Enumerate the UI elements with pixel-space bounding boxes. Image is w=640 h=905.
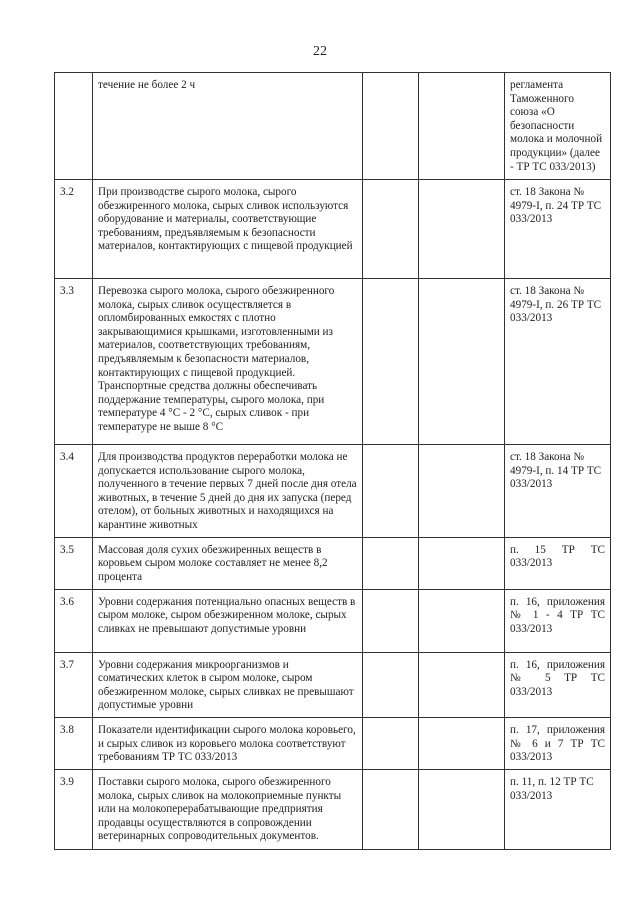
empty-cell xyxy=(363,445,419,538)
requirement-text: Поставки сырого молока, сырого обезжиренного молока, сырых сливок на молокоприемные пункты или на молокоперерабатывающие предприятия продавцы осуществляются в сопровождении ветеринарных сопроводительных документов. xyxy=(93,769,363,849)
empty-cell xyxy=(419,717,505,769)
requirement-text: Массовая доля сухих обезжиренных веществ в коровьем сыром молоке составляет не менее 8,2 процента xyxy=(93,537,363,589)
legal-reference: п. 17, приложения № 6 и 7 ТР ТС 033/2013 xyxy=(505,717,611,769)
empty-cell xyxy=(363,180,419,279)
empty-cell xyxy=(363,73,419,180)
row-number: 3.4 xyxy=(55,445,93,538)
requirement-text: При производстве сырого молока, сырого обезжиренного молока, сырых сливок используются оборудование и материалы, соответствующие требованиям, предъявляемым к безопасности материалов, контактирующих с пищевой продукцией xyxy=(93,180,363,279)
table-row xyxy=(55,445,611,538)
empty-cell xyxy=(363,589,419,652)
legal-reference: регламента Таможенного союза «О безопасности молока и молочной продукции» (далее - ТР ТС 033/2013) xyxy=(505,73,611,180)
requirement-text: Уровни содержания потенциально опасных веществ в сыром молоке, сыром обезжиренном молоке, сырых сливках не превышают допустимые уровни xyxy=(93,589,363,652)
row-number: 3.2 xyxy=(55,180,93,279)
row-number: 3.6 xyxy=(55,589,93,652)
table-row xyxy=(55,717,611,769)
row-number: 3.7 xyxy=(55,652,93,717)
table-row xyxy=(55,73,611,180)
legal-reference: п. 16, приложения № 5 ТР ТС 033/2013 xyxy=(505,652,611,717)
legal-reference: ст. 18 Закона № 4979-I, п. 24 ТР ТС 033/2013 xyxy=(505,180,611,279)
table-row xyxy=(55,589,611,652)
legal-reference: п. 11, п. 12 ТР ТС 033/2013 xyxy=(505,769,611,849)
requirement-text: течение не более 2 ч xyxy=(93,73,363,180)
empty-cell xyxy=(419,769,505,849)
table-row xyxy=(55,180,611,279)
empty-cell xyxy=(419,445,505,538)
empty-cell xyxy=(419,73,505,180)
legal-reference: п. 16, приложения № 1 - 4 ТР ТС 033/2013 xyxy=(505,589,611,652)
empty-cell xyxy=(363,769,419,849)
empty-cell xyxy=(363,652,419,717)
requirement-text: Для производства продуктов переработки молока не допускается использование сырого молока, полученного в течение первых 7 дней после дня отела животных, в течение 5 дней до дня их запуска (перед отелом), от больных животных и находящихся на карантине животных xyxy=(93,445,363,538)
empty-cell xyxy=(419,279,505,445)
table-row xyxy=(55,537,611,589)
requirement-text: Показатели идентификации сырого молока коровьего, и сырых сливок из коровьего молока соответствуют требованиям ТР ТС 033/2013 xyxy=(93,717,363,769)
row-number: 3.5 xyxy=(55,537,93,589)
legal-reference: п. 15 ТР ТС 033/2013 xyxy=(505,537,611,589)
table-row xyxy=(55,279,611,445)
requirements-table xyxy=(54,72,611,850)
empty-cell xyxy=(363,717,419,769)
row-number: 3.8 xyxy=(55,717,93,769)
legal-reference: ст. 18 Закона № 4979-I, п. 14 ТР ТС 033/2013 xyxy=(505,445,611,538)
legal-reference: ст. 18 Закона № 4979-I, п. 26 ТР ТС 033/2013 xyxy=(505,279,611,445)
row-number xyxy=(55,73,93,180)
requirement-text: Уровни содержания микроорганизмов и соматических клеток в сыром молоке, сыром обезжиренном молоке, сырых сливках не превышают допустимые уровни xyxy=(93,652,363,717)
table-row xyxy=(55,652,611,717)
empty-cell xyxy=(419,537,505,589)
requirement-text: Перевозка сырого молока, сырого обезжиренного молока, сырых сливок осуществляется в опломбированных емкостях с плотно закрывающимися крышками, изготовленными из материалов, соответствующих требованиям, предъявляемым к безопасности материалов, контактирующих с пищевой продукцией. Транспортные средства должны обеспечивать поддержание температуры, сырого молока, при температуре 4 °С - 2 °С, сырых сливок - при температуре не выше 8 °С xyxy=(93,279,363,445)
row-number: 3.3 xyxy=(55,279,93,445)
empty-cell xyxy=(419,180,505,279)
page-number: 22 xyxy=(313,44,327,59)
empty-cell xyxy=(363,537,419,589)
row-number: 3.9 xyxy=(55,769,93,849)
empty-cell xyxy=(419,589,505,652)
empty-cell xyxy=(363,279,419,445)
table-row xyxy=(55,769,611,849)
empty-cell xyxy=(419,652,505,717)
